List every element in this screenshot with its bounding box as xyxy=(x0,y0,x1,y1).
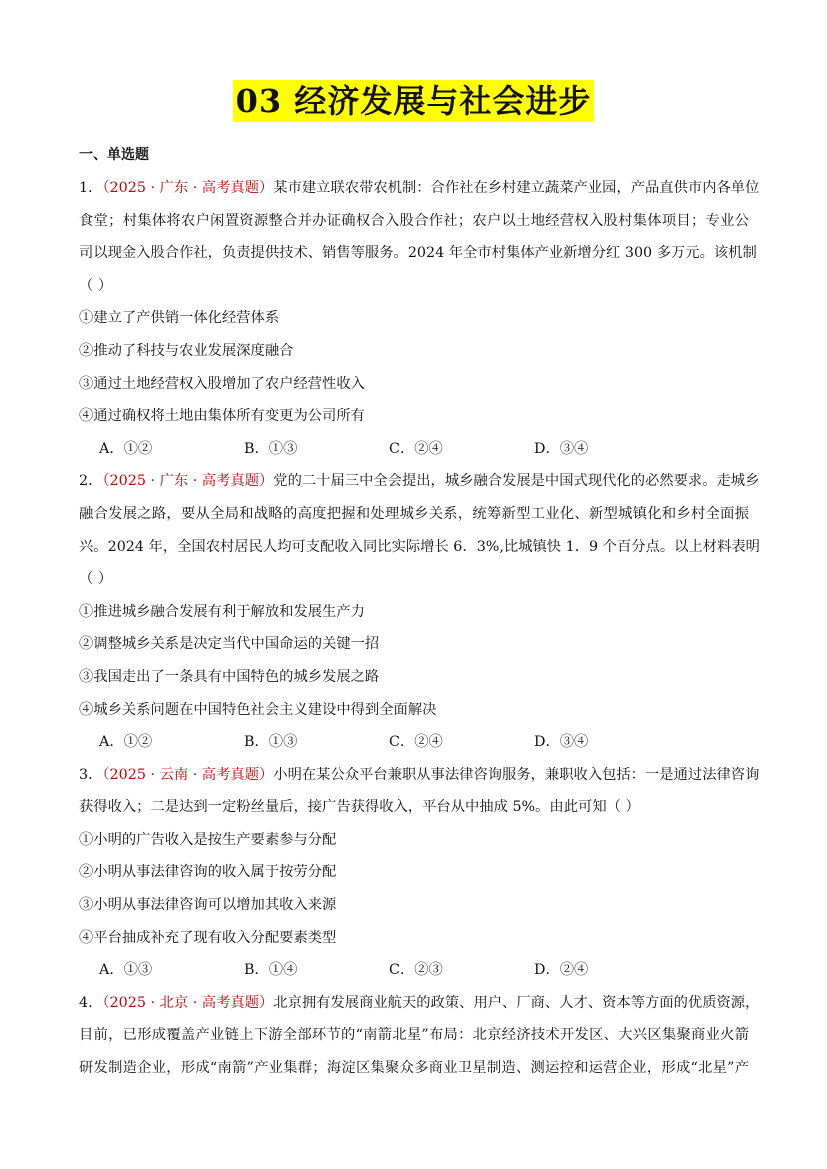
question-source: （2025 · 北京 · 高考真题） xyxy=(102,994,274,1011)
statement-item: ④平台抽成补充了现有收入分配要素类型 xyxy=(79,929,337,946)
options-row xyxy=(79,433,749,466)
question-source: （2025 · 广东 · 高考真题） xyxy=(102,473,274,490)
question-line xyxy=(79,759,760,792)
question-text: 小明在某公众平台兼职从事法律咨询服务，兼职收入包括：一是通过法律咨询 xyxy=(273,766,760,783)
section-heading: 一、单选题 xyxy=(79,147,149,163)
question-line xyxy=(79,172,760,205)
statement-item: ②小明从事法律咨询的收入属于按劳分配 xyxy=(79,864,337,881)
statement-item: ①建立了产供销一体化经营体系 xyxy=(79,310,280,327)
statement-item: ③通过土地经营权入股增加了农户经营性收入 xyxy=(79,375,365,392)
statement-item: ③小明从事法律咨询可以增加其收入来源 xyxy=(79,897,337,914)
option-d[interactable]: D．③④ xyxy=(534,734,589,751)
option-b[interactable]: B．①③ xyxy=(244,734,298,751)
question-text: 北京拥有发展商业航天的政策、用户、厂商、人才、资本等方面的优质资源， xyxy=(273,994,760,1011)
question-source: （2025 · 广东 · 高考真题） xyxy=(102,180,274,196)
options-row xyxy=(79,954,749,987)
question-line: 目前，已形成覆盖产业链上下游全部环节的“南箭北星”布局：北京经济技术开发区、大兴区集聚商业火箭 xyxy=(79,1027,749,1044)
answer-bracket: （ ） xyxy=(79,571,113,588)
question-line: 获得收入；二是达到一定粉丝量后，接广告获得收入，平台从中抽成 5%。由此可知（ ） xyxy=(79,799,640,816)
page-title: 03 经济发展与社会进步 xyxy=(233,80,595,122)
question-number: 4． xyxy=(79,994,103,1011)
option-c[interactable]: C．②④ xyxy=(389,734,443,751)
question-source: （2025 · 云南 · 高考真题） xyxy=(102,766,274,783)
question-number: 1． xyxy=(79,180,103,196)
question-3 xyxy=(79,759,760,987)
option-a[interactable]: A．①③ xyxy=(99,962,153,979)
question-text: 某市建立联农带农机制：合作社在乡村建立蔬菜产业园，产品直供市内各单位 xyxy=(273,180,760,196)
statement-item: ④通过确权将土地由集体所有变更为公司所有 xyxy=(79,408,365,425)
statement-item: ①推进城乡融合发展有利于解放和发展生产力 xyxy=(79,603,365,620)
content xyxy=(79,144,760,1085)
question-number: 3． xyxy=(79,766,103,783)
question-line: 司以现金入股合作社，负责提供技术、销售等服务。2024 年全市村集体产业新增分红 300 多万元。该机制 xyxy=(79,245,757,262)
option-c[interactable]: C．②③ xyxy=(389,962,443,979)
question-line xyxy=(79,465,760,498)
question-line xyxy=(79,987,760,1020)
option-d[interactable]: D．②④ xyxy=(534,962,589,979)
option-a[interactable]: A．①② xyxy=(99,440,153,457)
options-row xyxy=(79,726,749,759)
title-block xyxy=(0,80,827,122)
statement-item: ④城乡关系问题在中国特色社会主义建设中得到全面解决 xyxy=(79,701,437,718)
option-b[interactable]: B．①④ xyxy=(244,962,298,979)
question-1 xyxy=(79,172,760,465)
statement-item: ①小明的广告收入是按生产要素参与分配 xyxy=(79,831,337,848)
question-line: 研发制造企业，形成“南箭”产业集群；海淀区集聚众多商业卫星制造、测运控和运营企业，形成“北星”产 xyxy=(79,1060,749,1077)
option-a[interactable]: A．①② xyxy=(99,734,153,751)
option-c[interactable]: C．②④ xyxy=(389,440,443,457)
question-line: 兴。2024 年，全国农村居民人均可支配收入同比实际增长 6．3%,比城镇快 1．9 个百分点。以上材料表明 xyxy=(79,538,760,555)
option-d[interactable]: D．③④ xyxy=(534,440,589,457)
question-number: 2． xyxy=(79,473,103,490)
statement-item: ②调整城乡关系是决定当代中国命运的关键一招 xyxy=(79,636,380,653)
answer-bracket: （ ） xyxy=(79,277,113,294)
question-2 xyxy=(79,465,760,758)
option-b[interactable]: B．①③ xyxy=(244,440,298,457)
statement-item: ③我国走出了一条具有中国特色的城乡发展之路 xyxy=(79,668,380,685)
question-line: 食堂；村集体将农户闲置资源整合并办证确权合入股合作社；农户以土地经营权入股村集体项目；专业公 xyxy=(79,212,749,229)
statement-item: ②推动了科技与农业发展深度融合 xyxy=(79,342,294,359)
question-4 xyxy=(79,987,760,1085)
question-text: 党的二十届三中全会提出，城乡融合发展是中国式现代化的必然要求。走城乡 xyxy=(273,473,760,490)
question-line: 融合发展之路，要从全局和战略的高度把握和处理城乡关系，统筹新型工业化、新型城镇化和乡村全面振 xyxy=(79,505,749,522)
